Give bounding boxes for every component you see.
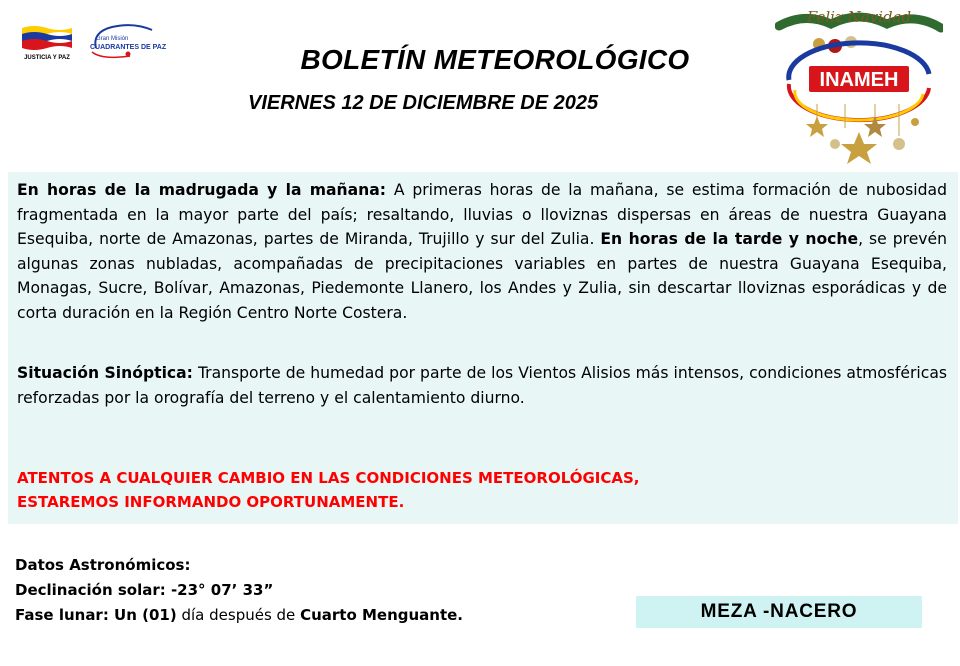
justicia-y-paz-caption: JUSTICIA Y PAZ	[24, 55, 70, 61]
gran-mision-text: Gran Misión	[96, 36, 129, 42]
forecast-panel	[8, 172, 958, 524]
moon-phase-line	[15, 603, 463, 628]
alert-line-2: ESTAREMOS INFORMANDO OPORTUNAMENTE.	[17, 493, 405, 511]
evening-text: , se prevén algunas zonas nubladas, acompañadas de precipitaciones variables en partes de nuestra Guayana Esequiba, Monagas, Sucre, Bolívar, Amazonas, Piedemonte Llanero, los Andes y Zulia, sin descartar lloviznas esporádicas y de corta duración en la Región Centro Norte Costera.	[17, 230, 947, 322]
solar-declination: Declinación solar: -23° 07’ 33”	[15, 581, 274, 599]
synoptic-label: Situación Sinóptica:	[17, 364, 193, 382]
astronomical-data	[15, 553, 463, 628]
author-badge: MEZA -NACERO	[636, 596, 922, 628]
synoptic-paragraph	[17, 361, 947, 410]
feliz-navidad-text: Feliz Navidad	[806, 8, 912, 26]
alert-message	[17, 466, 947, 514]
cuadrantes-de-paz-text: CUADRANTES DE PAZ	[90, 44, 167, 51]
inameh-christmas-logo	[775, 4, 943, 164]
moon-phase-name: Cuarto Menguante.	[300, 606, 464, 624]
morning-text: A primeras horas de la mañana, se estima formación de nubosidad fragmentada en la mayor parte del país; resaltando, lluvias o lloviznas dispersas en áreas de nuestra Guayana Esequiba, norte de Amazonas, partes de Miranda, Trujillo y sur del Zulia.	[17, 181, 947, 249]
bulletin-title: BOLETÍN METEOROLÓGICO	[300, 44, 690, 75]
astro-heading: Datos Astronómicos:	[15, 556, 191, 574]
bulletin-date: VIERNES 12 DE DICIEMBRE DE 2025	[248, 92, 599, 114]
evening-label: En horas de la tarde y noche	[600, 230, 859, 249]
inameh-logo-text: INAMEH	[819, 69, 899, 91]
alert-line-1: ATENTOS A CUALQUIER CAMBIO EN LAS CONDICIONES METEOROLÓGICAS,	[17, 469, 640, 487]
synoptic-text: Transporte de humedad por parte de los Vientos Alisios más intensos, condiciones atmosféricas reforzadas por la orografía del terreno y el calentamiento diurno.	[17, 364, 948, 407]
forecast-paragraph	[17, 178, 947, 326]
moon-mid-text: día después de	[176, 606, 301, 624]
morning-label: En horas de la madrugada y la mañana:	[17, 181, 387, 199]
moon-label: Fase lunar: Un (01)	[15, 606, 177, 624]
